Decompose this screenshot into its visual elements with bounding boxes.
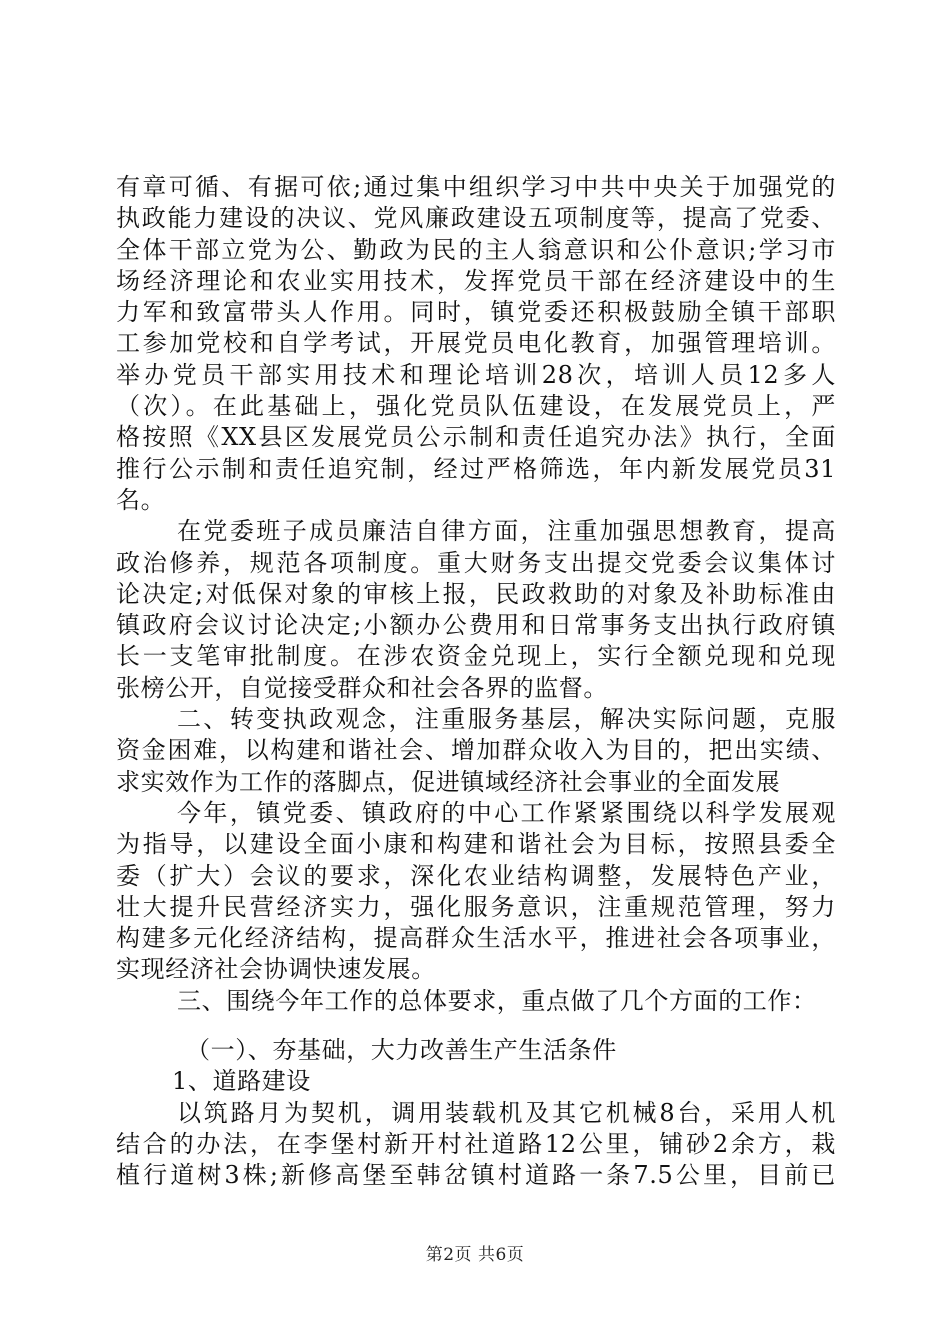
text-line: 名。 <box>116 485 166 514</box>
paragraph-3 <box>116 704 836 798</box>
paragraph-6 <box>116 1098 836 1192</box>
section-heading: （一）、夯基础，大力改善生产生活条件 <box>186 1036 617 1065</box>
paragraph-4 <box>116 798 836 986</box>
text-line: （次）。在此基础上，强化党员队伍建设，在发展党员上，严 <box>116 392 836 421</box>
text-line: 格按照《XX县区发展党员公示制和责任追究办法》执行，全面 <box>116 423 836 452</box>
spacer <box>116 1017 836 1035</box>
text-line: 全体干部立党为公、勤政为民的主人翁意识和公仆意识;学习市 <box>116 235 836 264</box>
text-line: 二、转变执政观念，注重服务基层，解决实际问题，克服 <box>177 705 836 734</box>
text-line: 力军和致富带头人作用。同时，镇党委还积极鼓励全镇干部职 <box>116 298 836 327</box>
text-line: 委（扩大）会议的要求，深化农业结构调整，发展特色产业， <box>116 861 836 890</box>
text-line: 镇政府会议讨论决定;小额办公费用和日常事务支出执行政府镇 <box>116 611 836 640</box>
text-line: 场经济理论和农业实用技术，发挥党员干部在经济建设中的生 <box>116 266 836 295</box>
text-line: 在党委班子成员廉洁自律方面，注重加强思想教育，提高 <box>177 517 836 546</box>
text-line: 为指导，以建设全面小康和构建和谐社会为目标，按照县委全 <box>116 830 836 859</box>
text-line: 三、围绕今年工作的总体要求，重点做了几个方面的工作： <box>177 986 817 1015</box>
text-line: 今年，镇党委、镇政府的中心工作紧紧围绕以科学发展观 <box>177 798 836 827</box>
text-line: 政治修养，规范各项制度。重大财务支出提交党委会议集体讨 <box>116 548 836 577</box>
text-line: 推行公示制和责任追究制，经过严格筛选，年内新发展党员31 <box>116 454 836 483</box>
text-line: 有章可循、有据可依;通过集中组织学习中共中央关于加强党的 <box>116 173 836 201</box>
text-line: 构建多元化经济结构，提高群众生活水平，推进社会各项事业， <box>116 924 836 953</box>
text-line: 长一支笔审批制度。在涉农资金兑现上，实行全额兑现和兑现 <box>116 642 836 671</box>
text-line: 求实效作为工作的落脚点，促进镇域经济社会事业的全面发展 <box>116 767 781 796</box>
page-number-label: 第2页 共6页 <box>425 1245 525 1265</box>
paragraph-5 <box>116 986 836 1017</box>
document-body <box>116 172 836 1192</box>
text-line: 壮大提升民营经济实力，强化服务意识，注重规范管理，努力 <box>116 892 836 921</box>
text-line: 论决定;对低保对象的审核上报，民政救助的对象及补助标准由 <box>116 579 836 608</box>
paragraph-1 <box>116 172 836 516</box>
text-line: 工参加党校和自学考试，开展党员电化教育，加强管理培训。 <box>116 329 836 358</box>
text-line: 举办党员干部实用技术和理论培训28次，培训人员12多人 <box>116 360 836 389</box>
text-line: 实现经济社会协调快速发展。 <box>116 955 436 984</box>
paragraph-2 <box>116 516 836 704</box>
text-line: 植行道树3株;新修高堡至韩岔镇村道路一条7.5公里，目前已 <box>116 1161 836 1190</box>
text-line: 结合的办法，在李堡村新开村社道路12公里，铺砂2余方，栽 <box>116 1129 836 1158</box>
subsection-heading: 1、道路建设 <box>172 1067 311 1096</box>
text-line: 资金困难，以构建和谐社会、增加群众收入为目的，把出实绩、 <box>116 736 836 765</box>
text-line: 以筑路月为契机，调用装载机及其它机械8台，采用人机 <box>177 1098 836 1127</box>
text-line: 执政能力建设的决议、党风廉政建设五项制度等，提高了党委、 <box>116 204 836 233</box>
text-line: 张榜公开，自觉接受群众和社会各界的监督。 <box>116 673 608 702</box>
page-footer <box>0 1240 950 1265</box>
